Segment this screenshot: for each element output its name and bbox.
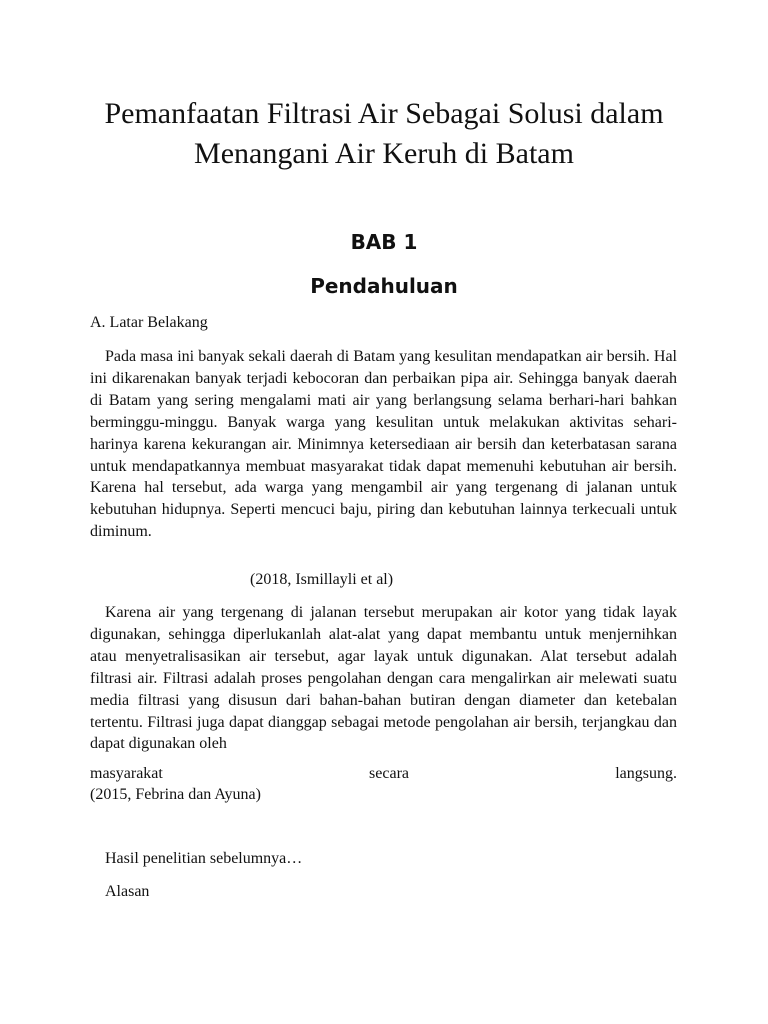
note-previous-research: Hasil penelitian sebelumnya… [105,850,303,867]
chapter-title: Pendahuluan [310,274,458,298]
spread-word-2: secara [369,765,410,782]
paragraph-1: Pada masa ini banyak sekali daerah di Batam yang kesulitan mendapatkan air bersih. Hal ini dikarenakan banyak terjadi kebocoran dan perbaikan pipa air. Sehingga banyak daerah di Batam yang sering mengalami mati air yang berlangsung selama berhari-hari bahkan berminggu-minggu. Banyak warga yang kesulitan untuk melakukan aktivitas sehari-harinya karena kekurangan air. Minimnya ketersediaan air bersih dan keterbatasan sarana untuk mendapatkannya membuat masyarakat tidak dapat memenuhi kebutuhan air bersih. Karena hal tersebut, ada warga yang mengambil air yang tergenang di jalanan untuk kebutuhan hidupnya. Seperti mencuci baju, piring dan kebutuhan lainnya terkecuali untuk diminum. [90,348,677,541]
citation-1: (2018, Ismillayli et al) [250,571,394,588]
title-line-1: Pemanfaatan Filtrasi Air Sebagai Solusi dalam [104,97,664,130]
spread-word-3: langsung. [615,765,677,782]
title-line-2: Menangani Air Keruh di Batam [194,137,574,170]
chapter-heading: BAB 1 [350,230,418,254]
document-title [60,94,708,174]
citation-2: (2015, Febrina dan Ayuna) [90,786,261,803]
section-label: A. Latar Belakang [90,314,208,331]
paragraph-2: Karena air yang tergenang di jalanan tersebut merupakan air kotor yang tidak layak digunakan, sehingga diperlukanlah alat-alat yang dapat membantu untuk menjernihkan atau menyetralisasikan air tersebut, agar layak untuk digunakan. Alat tersebut adalah filtrasi air. Filtrasi adalah proses pengolahan dengan cara mengalirkan air melewati suatu media filtrasi yang disusun dari bahan-bahan butiran dengan diameter dan ketebalan tertentu. Filtrasi juga dapat dianggap sebagai metode pengolahan air bersih, terjangkau dan dapat digunakan oleh [90,604,677,753]
note-reason: Alasan [105,883,150,900]
paragraph-2-last-line [90,763,677,785]
spread-word-1: masyarakat [90,765,163,782]
